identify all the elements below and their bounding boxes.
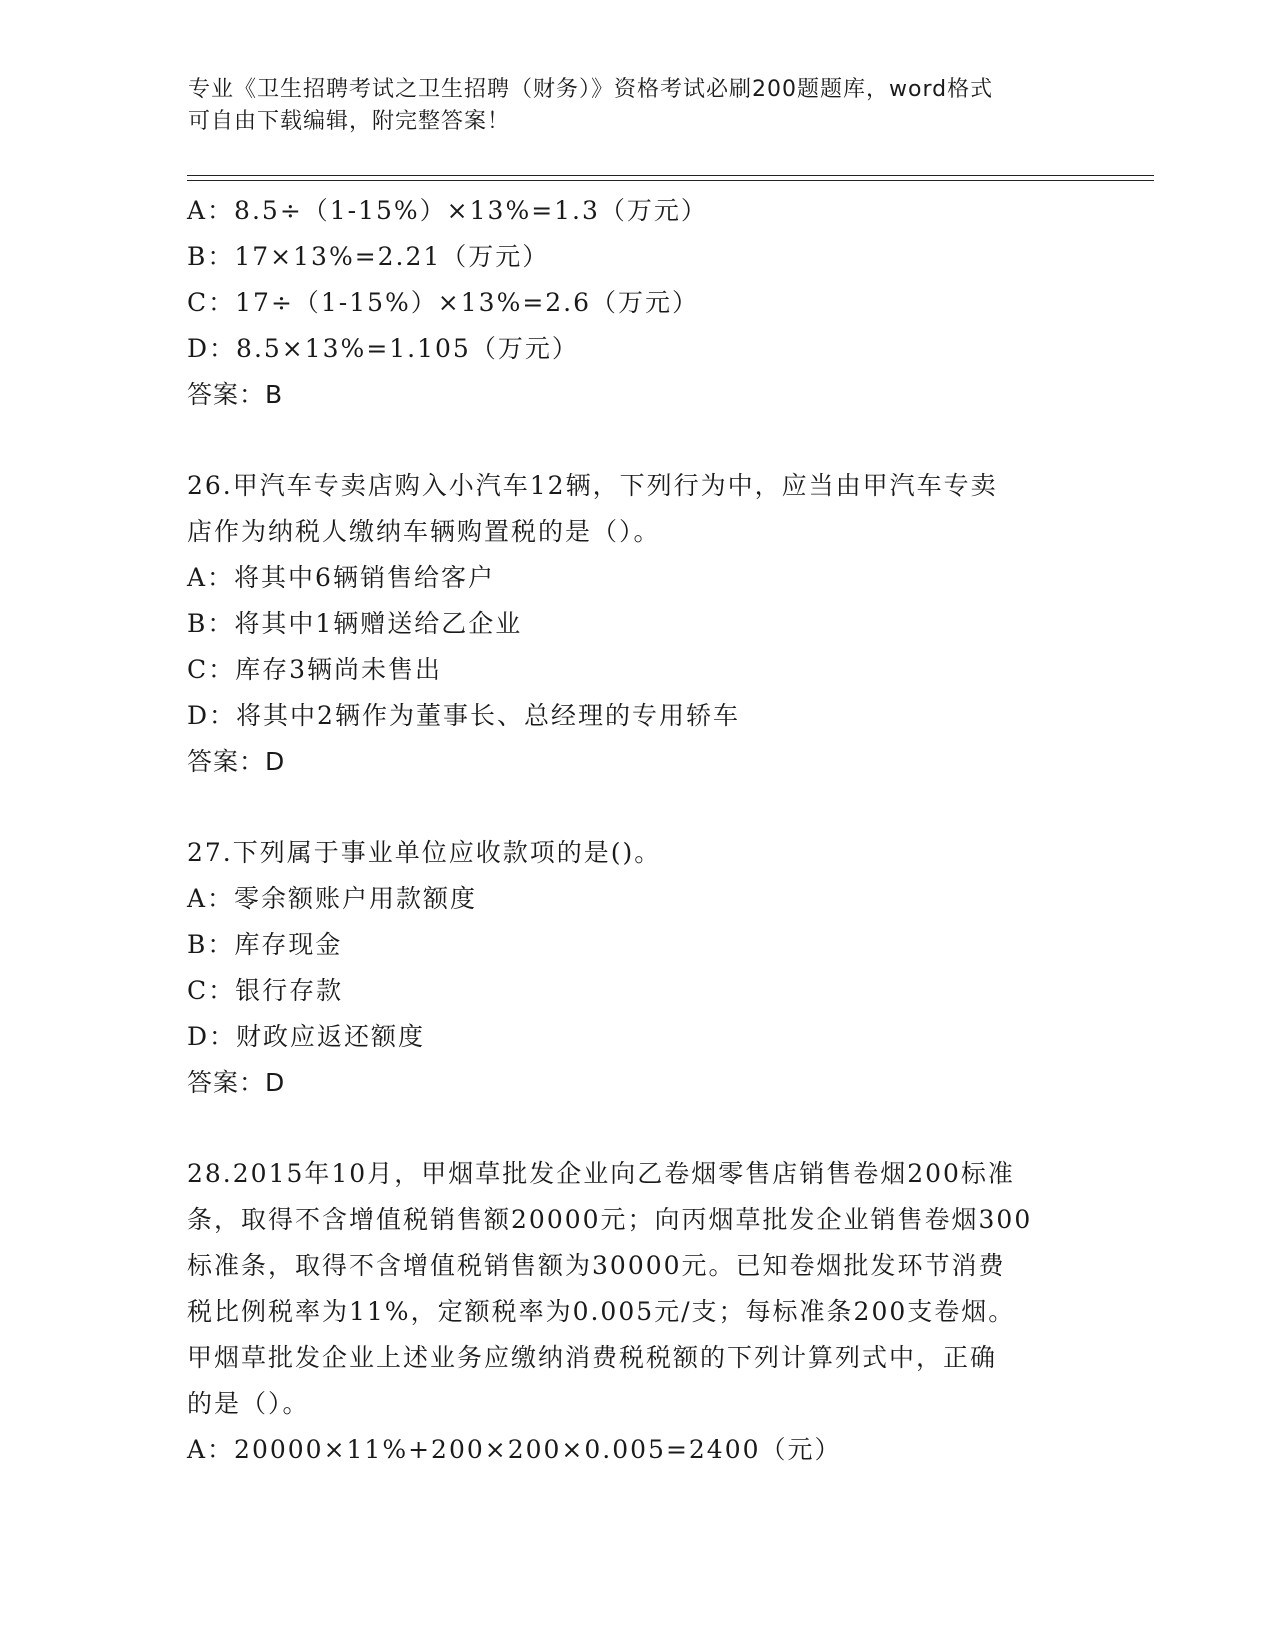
option-c: C：银行存款 [187, 976, 344, 1005]
option-c: C：17÷（1-15%）×13%=2.6（万元） [187, 288, 700, 317]
question-28 [187, 1151, 1137, 1473]
question-stem-line: 的是（）。 [187, 1389, 310, 1418]
question-stem-line: 标准条，取得不含增值税销售额为30000元。已知卷烟批发环节消费 [187, 1251, 1006, 1280]
question-stem-line: 条，取得不含增值税销售额20000元；向丙烟草批发企业销售卷烟300 [187, 1205, 1033, 1234]
question-stem-line: 27.下列属于事业单位应收款项的是()。 [187, 838, 662, 867]
header-rule-bottom [187, 180, 1154, 181]
option-d: D：财政应返还额度 [187, 1022, 426, 1051]
option-a: A：零余额账户用款额度 [187, 884, 478, 913]
spacer [187, 785, 1137, 830]
question-list [187, 188, 1137, 1473]
document-header [188, 74, 1088, 138]
option-a: A：8.5÷（1-15%）×13%=1.3（万元） [187, 196, 708, 225]
option-b: B：将其中1辆赠送给乙企业 [187, 609, 523, 638]
question-stem-line: 税比例税率为11%，定额税率为0.005元/支；每标准条200支卷烟。 [187, 1297, 1016, 1326]
option-c: C：库存3辆尚未售出 [187, 655, 443, 684]
answer: 答案：D [187, 1068, 286, 1097]
question-stem-line: 店作为纳税人缴纳车辆购置税的是（）。 [187, 517, 661, 546]
header-line-1: 专业《卫生招聘考试之卫生招聘（财务）》资格考试必刷200题题库，word格式 [188, 77, 994, 102]
option-a: A：将其中6辆销售给客户 [187, 563, 495, 592]
header-rule-top [187, 175, 1154, 176]
question-stem-line: 26.甲汽车专卖店购入小汽车12辆，下列行为中，应当由甲汽车专卖 [187, 471, 998, 500]
answer: 答案：D [187, 747, 286, 776]
question-26 [187, 463, 1137, 785]
question-stem-line: 甲烟草批发企业上述业务应缴纳消费税税额的下列计算列式中，正确 [187, 1343, 998, 1372]
answer: 答案：B [187, 380, 284, 409]
question-25 [187, 188, 1137, 418]
spacer [187, 1106, 1137, 1151]
option-b: B：库存现金 [187, 930, 343, 959]
option-b: B：17×13%=2.21（万元） [187, 242, 550, 271]
option-d: D：将其中2辆作为董事长、总经理的专用轿车 [187, 701, 740, 730]
header-line-2: 可自由下载编辑，附完整答案！ [188, 109, 511, 134]
option-a: A：20000×11%+200×200×0.005=2400（元） [187, 1435, 842, 1464]
option-d: D：8.5×13%=1.105（万元） [187, 334, 579, 363]
question-stem-line: 28.2015年10月，甲烟草批发企业向乙卷烟零售店销售卷烟200标准 [187, 1159, 1015, 1188]
spacer [187, 418, 1137, 463]
question-27 [187, 830, 1137, 1106]
